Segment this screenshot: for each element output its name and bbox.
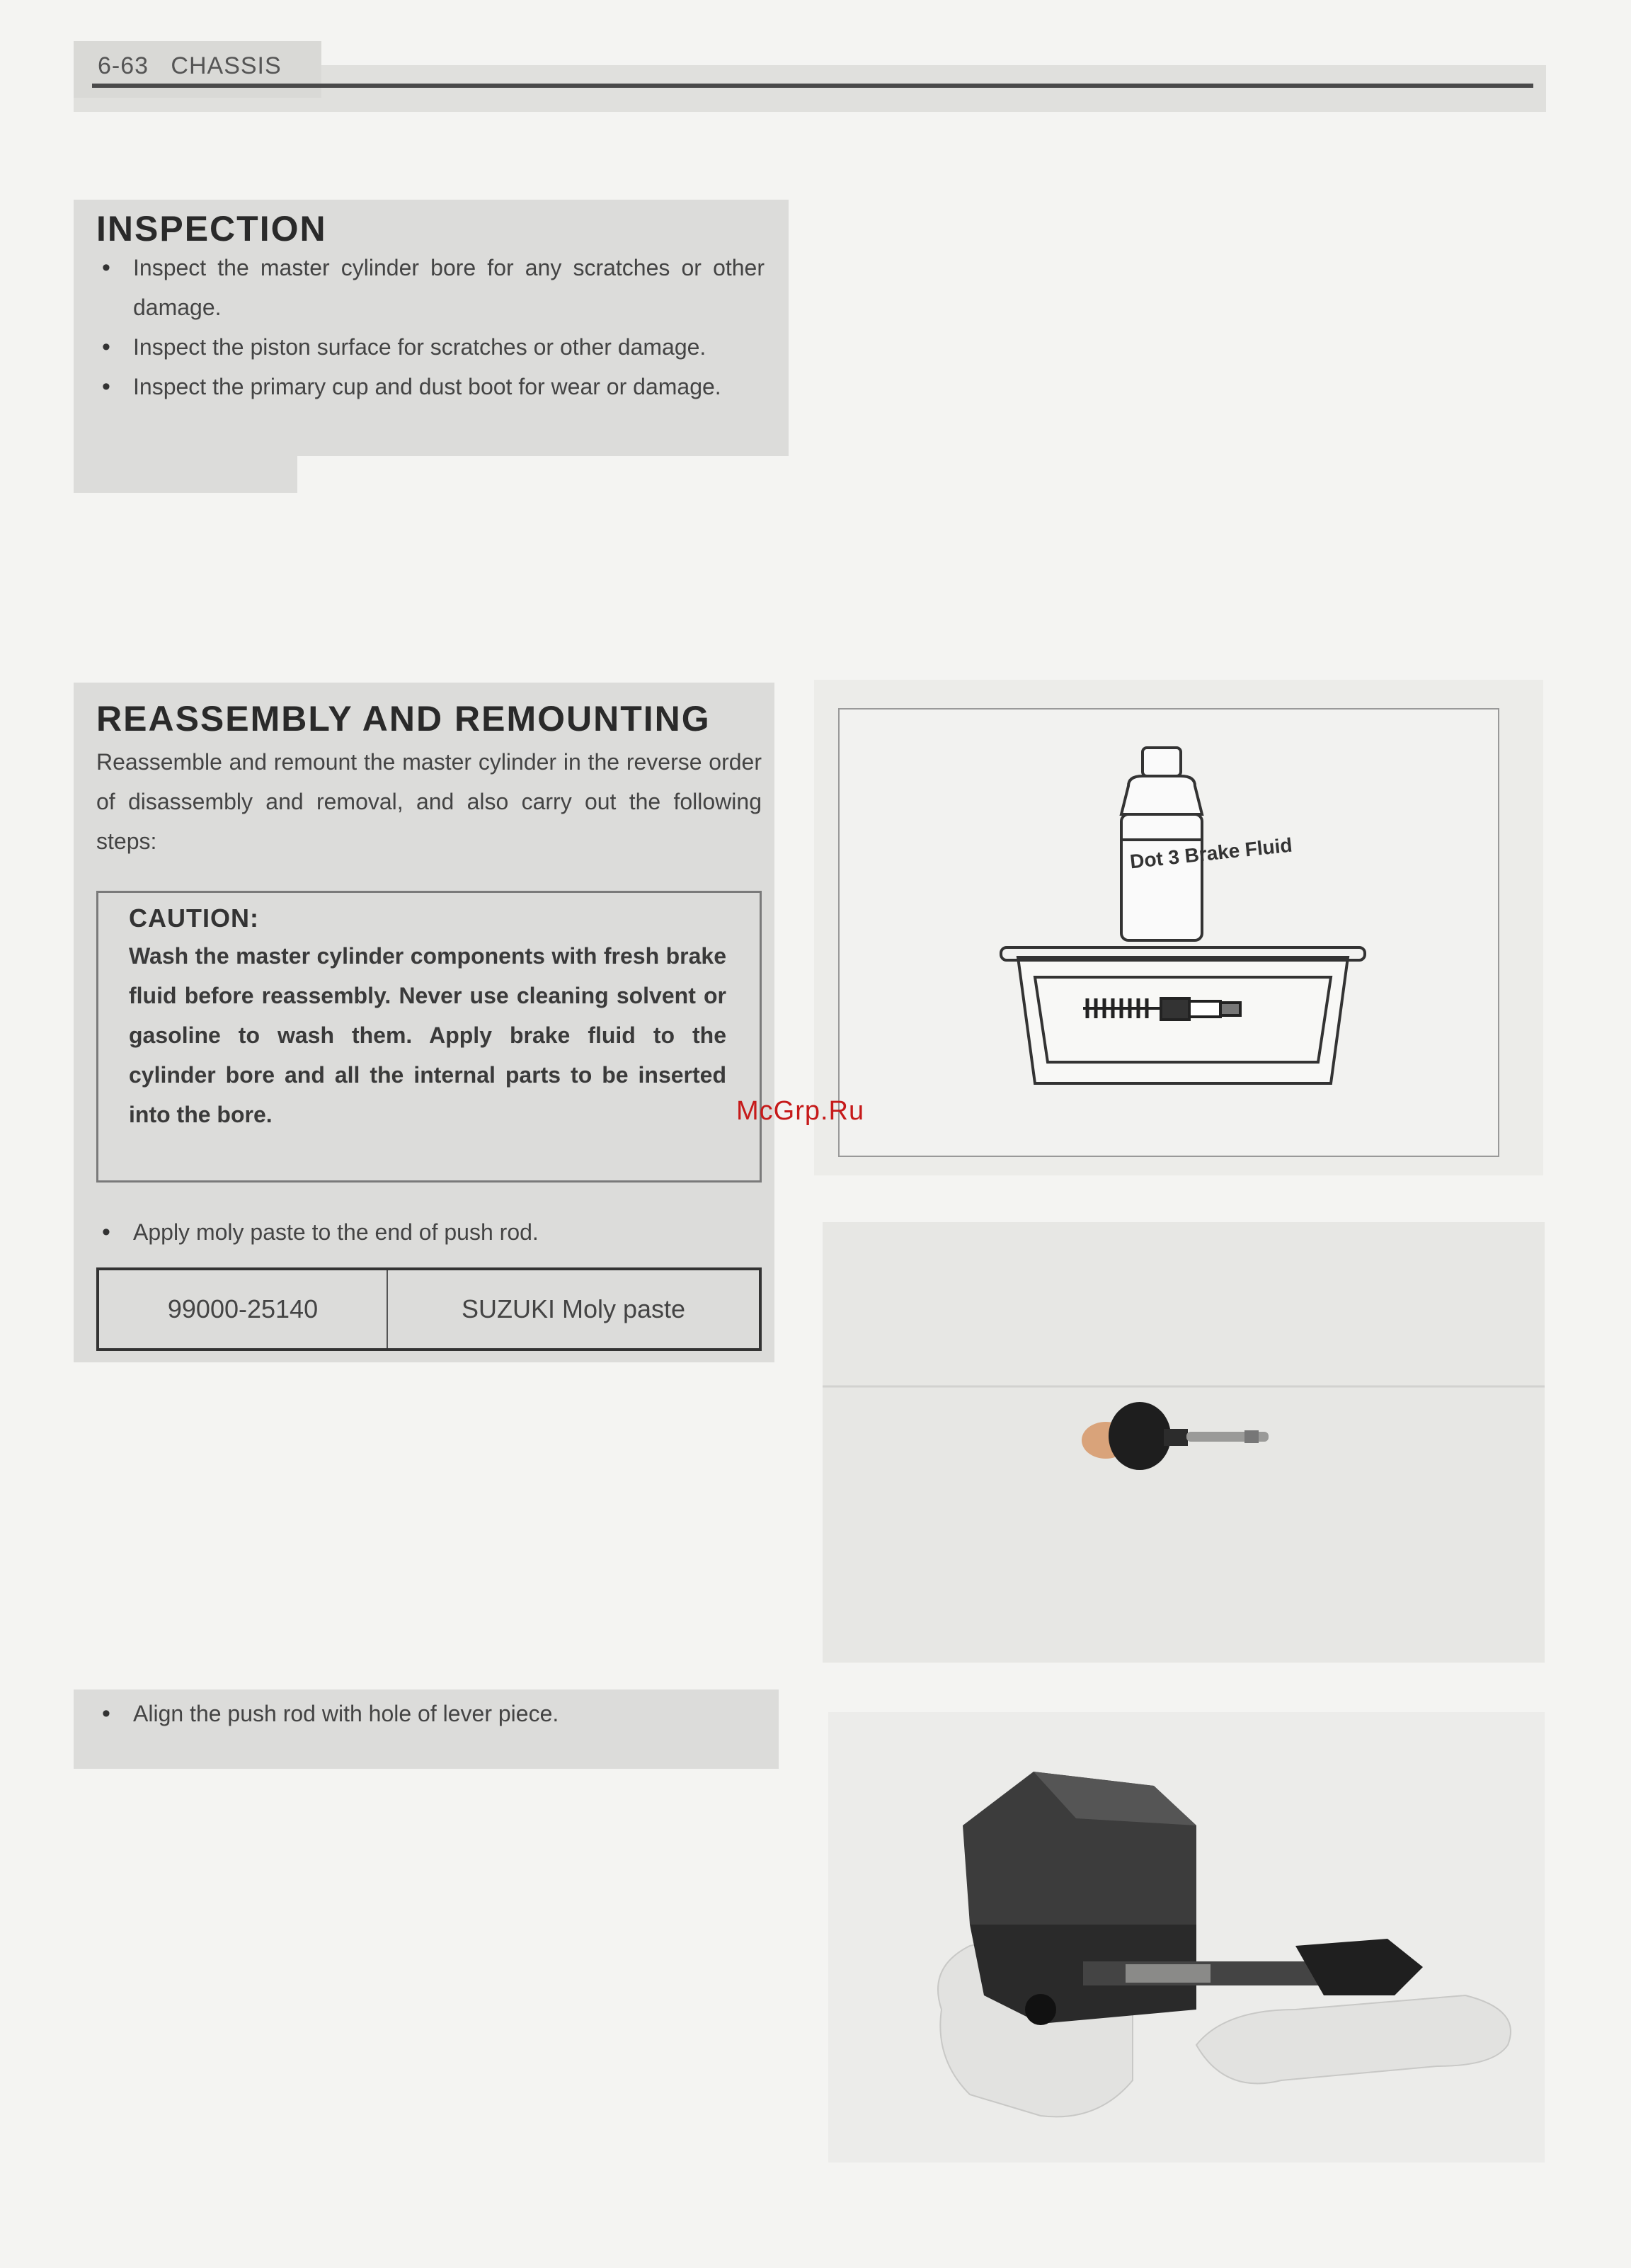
list-item: • Inspect the piston surface for scratches or other damage. <box>96 327 765 367</box>
align-step-list <box>96 1694 762 1733</box>
reassembly-intro: Reassemble and remount the master cylinder in the reverse order of disassembly and removal, and also carry out the following steps: <box>96 749 762 854</box>
part-name-cell: SUZUKI Moly paste <box>461 1294 686 1323</box>
list-item: • Inspect the primary cup and dust boot for wear or damage. <box>96 367 765 406</box>
page-header <box>98 52 282 80</box>
bottle-label-text: Dot 3 Brake Fluid <box>1128 833 1293 873</box>
list-item: • Inspect the master cylinder bore for any scratches or other damage. <box>96 248 765 327</box>
section-name: CHASSIS <box>171 52 282 79</box>
watermark: McGrp.Ru <box>736 1096 865 1126</box>
push-rod-photo <box>823 1222 1545 1663</box>
page-number: 6-63 <box>98 52 149 79</box>
header-rule <box>92 84 1533 88</box>
reassembly-title: REASSEMBLY AND REMOUNTING <box>96 699 711 739</box>
list-item: • Apply moly paste to the end of push rod. <box>96 1212 762 1252</box>
inspection-tail <box>74 425 297 493</box>
list-item: • Align the push rod with hole of lever piece. <box>96 1694 762 1733</box>
master-cylinder-photo <box>828 1712 1545 2162</box>
caution-text: Wash the master cylinder components with fresh brake fluid before reassembly. Never use cleaning solvent or gasoline to wash them. Apply brake fluid to the cylinder bore and all the internal parts to be inserted into the bore. <box>129 943 726 1127</box>
push-rod <box>1082 1402 1269 1470</box>
inspection-title: INSPECTION <box>96 209 327 249</box>
master-cylinder <box>963 1772 1423 2025</box>
moly-paste-table <box>96 1267 762 1351</box>
inspection-list <box>96 248 765 406</box>
moly-step-list <box>96 1212 762 1252</box>
brake-fluid-illustration <box>838 708 1499 1157</box>
part-number-cell: 99000-25140 <box>99 1270 388 1348</box>
caution-heading: CAUTION: <box>129 904 259 933</box>
